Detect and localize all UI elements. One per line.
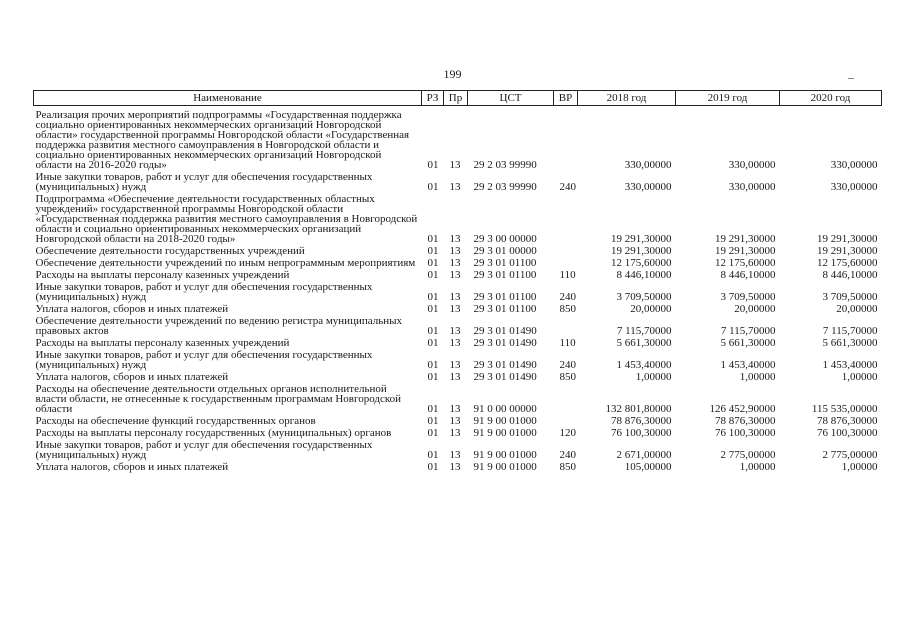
table-row <box>34 194 882 246</box>
cell-pr: 13 <box>449 337 461 349</box>
header-rz: РЗ <box>422 91 444 106</box>
table-header-row <box>34 91 882 106</box>
cell-pr: 13 <box>449 245 461 257</box>
cell-name: Уплата налогов, сборов и иных платежей <box>35 303 229 315</box>
cell-rz: 01 <box>427 427 439 439</box>
cell-cst: 29 3 01 01490 <box>473 325 537 337</box>
cell-2019: 1 453,40000 <box>720 359 776 371</box>
cell-vr <box>554 106 578 173</box>
table-row <box>34 462 882 474</box>
cell-2019: 5 661,30000 <box>720 337 776 349</box>
cell-cst: 29 3 00 00000 <box>473 233 537 245</box>
cell-vr <box>554 384 578 416</box>
cell-name: Расходы на обеспечение деятельности отдельных органов исполнительной власти области, не отнесенные к государственным программам Новгородской области <box>35 383 402 415</box>
cell-pr: 13 <box>449 359 461 371</box>
cell-cst: 29 3 01 01100 <box>473 291 537 303</box>
cell-2019: 330,00000 <box>728 181 776 193</box>
cell-pr: 13 <box>449 233 461 245</box>
page-number: 199 <box>443 67 462 81</box>
cell-vr: 110 <box>559 337 576 349</box>
cell-2018: 19 291,30000 <box>611 233 672 245</box>
cell-vr: 240 <box>559 291 576 303</box>
cell-2019: 78 876,30000 <box>715 415 776 427</box>
cell-name: Подпрограмма «Обеспечение деятельности государственных областных учреждений» государственной программы Новгородской области «Государственная поддержка развития местного самоуправления в Новгородской области и социально ориентированных некоммерческих организаций Новгородской области на 2018-2020 годы» <box>35 193 418 245</box>
cell-name: Иные закупки товаров, работ и услуг для обеспечения государственных (муниципальных) нужд <box>35 439 373 461</box>
cell-2018: 3 709,50000 <box>616 291 672 303</box>
table-row <box>34 350 882 372</box>
cell-2018: 12 175,60000 <box>611 257 672 269</box>
header-2018: 2018 год <box>578 91 676 106</box>
table-row <box>34 316 882 338</box>
cell-2020: 1,00000 <box>841 371 878 383</box>
cell-cst: 29 3 01 01100 <box>473 303 537 315</box>
cell-rz: 01 <box>427 337 439 349</box>
scan-mark <box>848 78 854 79</box>
cell-2020: 20,00000 <box>836 303 878 315</box>
cell-vr: 850 <box>559 303 576 315</box>
cell-pr: 13 <box>449 257 461 269</box>
cell-2019: 76 100,30000 <box>715 427 776 439</box>
cell-2020: 78 876,30000 <box>817 415 878 427</box>
cell-vr: 850 <box>559 371 576 383</box>
cell-rz: 01 <box>427 325 439 337</box>
cell-2018: 5 661,30000 <box>616 337 672 349</box>
cell-2019: 12 175,60000 <box>715 257 776 269</box>
cell-2020: 12 175,60000 <box>817 257 878 269</box>
cell-vr: 240 <box>559 181 576 193</box>
cell-pr: 13 <box>449 415 461 427</box>
cell-name: Расходы на выплаты персоналу казенных учреждений <box>35 337 290 349</box>
cell-pr: 13 <box>449 427 461 439</box>
budget-table <box>33 90 882 474</box>
cell-2020: 76 100,30000 <box>817 427 878 439</box>
cell-vr <box>554 316 578 338</box>
cell-rz: 01 <box>427 291 439 303</box>
cell-2018: 78 876,30000 <box>611 415 672 427</box>
cell-cst: 29 3 01 00000 <box>473 245 537 257</box>
cell-cst: 29 3 01 01490 <box>473 337 537 349</box>
cell-pr: 13 <box>449 371 461 383</box>
cell-pr: 13 <box>449 159 461 171</box>
cell-cst: 29 3 01 01490 <box>473 359 537 371</box>
cell-pr: 13 <box>449 181 461 193</box>
cell-name: Иные закупки товаров, работ и услуг для обеспечения государственных (муниципальных) нужд <box>35 349 373 371</box>
cell-rz: 01 <box>427 159 439 171</box>
cell-rz: 01 <box>427 415 439 427</box>
cell-pr: 13 <box>449 291 461 303</box>
cell-vr <box>554 194 578 246</box>
cell-cst: 29 3 01 01490 <box>473 371 537 383</box>
cell-cst: 29 3 01 01100 <box>473 269 537 281</box>
cell-2018: 2 671,00000 <box>616 449 672 461</box>
cell-2018: 1 453,40000 <box>616 359 672 371</box>
header-2019: 2019 год <box>676 91 780 106</box>
cell-2020: 3 709,50000 <box>822 291 878 303</box>
cell-2020: 19 291,30000 <box>817 245 878 257</box>
table-row <box>34 282 882 304</box>
cell-2019: 20,00000 <box>734 303 776 315</box>
header-name: Наименование <box>34 91 422 106</box>
cell-rz: 01 <box>427 303 439 315</box>
cell-2019: 8 446,10000 <box>720 269 776 281</box>
cell-pr: 13 <box>449 449 461 461</box>
cell-2020: 8 446,10000 <box>822 269 878 281</box>
cell-2020: 115 535,00000 <box>811 403 878 415</box>
cell-name: Обеспечение деятельности учреждений по иным непрограммным мероприятиям <box>35 257 416 269</box>
header-pr: Пр <box>444 91 468 106</box>
cell-rz: 01 <box>427 359 439 371</box>
cell-2019: 3 709,50000 <box>720 291 776 303</box>
cell-2020: 19 291,30000 <box>817 233 878 245</box>
cell-2019: 2 775,00000 <box>720 449 776 461</box>
cell-2018: 20,00000 <box>630 303 672 315</box>
cell-vr: 850 <box>559 461 576 473</box>
cell-2020: 5 661,30000 <box>822 337 878 349</box>
cell-2019: 1,00000 <box>739 371 776 383</box>
cell-2019: 19 291,30000 <box>715 233 776 245</box>
cell-2018: 132 801,80000 <box>605 403 672 415</box>
cell-2018: 1,00000 <box>635 371 672 383</box>
cell-2018: 19 291,30000 <box>611 245 672 257</box>
cell-name: Расходы на выплаты персоналу казенных учреждений <box>35 269 290 281</box>
cell-2019: 330,00000 <box>728 159 776 171</box>
header-2020: 2020 год <box>780 91 882 106</box>
cell-vr: 120 <box>559 427 576 439</box>
cell-2018: 76 100,30000 <box>611 427 672 439</box>
cell-cst: 91 9 00 01000 <box>473 449 537 461</box>
cell-cst: 29 3 01 01100 <box>473 257 537 269</box>
table-row <box>34 384 882 416</box>
cell-rz: 01 <box>427 371 439 383</box>
cell-pr: 13 <box>449 403 461 415</box>
cell-rz: 01 <box>427 181 439 193</box>
table-row <box>34 106 882 173</box>
cell-2020: 7 115,70000 <box>822 325 878 337</box>
cell-cst: 91 0 00 00000 <box>473 403 537 415</box>
cell-name: Иные закупки товаров, работ и услуг для обеспечения государственных (муниципальных) нужд <box>35 171 373 193</box>
cell-2020: 330,00000 <box>830 181 878 193</box>
cell-2020: 2 775,00000 <box>822 449 878 461</box>
cell-rz: 01 <box>427 233 439 245</box>
cell-rz: 01 <box>427 403 439 415</box>
cell-rz: 01 <box>427 269 439 281</box>
cell-2018: 330,00000 <box>624 181 672 193</box>
cell-2018: 8 446,10000 <box>616 269 672 281</box>
cell-2019: 126 452,90000 <box>709 403 776 415</box>
cell-rz: 01 <box>427 245 439 257</box>
cell-2019: 19 291,30000 <box>715 245 776 257</box>
cell-vr <box>554 246 578 258</box>
table-row <box>34 440 882 462</box>
cell-vr: 240 <box>559 449 576 461</box>
cell-cst: 91 9 00 01000 <box>473 461 537 473</box>
cell-name: Обеспечение деятельности государственных учреждений <box>35 245 305 257</box>
cell-2018: 105,00000 <box>624 461 672 473</box>
cell-rz: 01 <box>427 257 439 269</box>
header-vr: ВР <box>554 91 578 106</box>
cell-name: Расходы на выплаты персоналу государственных (муниципальных) органов <box>35 427 392 439</box>
header-cst: ЦСТ <box>468 91 554 106</box>
cell-2019: 7 115,70000 <box>720 325 776 337</box>
cell-vr: 240 <box>559 359 576 371</box>
cell-cst: 29 2 03 99990 <box>473 159 537 171</box>
cell-rz: 01 <box>427 461 439 473</box>
cell-2019: 1,00000 <box>739 461 776 473</box>
cell-pr: 13 <box>449 325 461 337</box>
cell-name: Расходы на обеспечение функций государственных органов <box>35 415 316 427</box>
cell-pr: 13 <box>449 269 461 281</box>
cell-pr: 13 <box>449 303 461 315</box>
cell-name: Иные закупки товаров, работ и услуг для обеспечения государственных (муниципальных) нужд <box>35 281 373 303</box>
cell-2018: 7 115,70000 <box>616 325 672 337</box>
cell-2020: 1 453,40000 <box>822 359 878 371</box>
cell-2020: 330,00000 <box>830 159 878 171</box>
table-row <box>34 172 882 194</box>
cell-name: Уплата налогов, сборов и иных платежей <box>35 461 229 473</box>
cell-vr: 110 <box>559 269 576 281</box>
cell-rz: 01 <box>427 449 439 461</box>
cell-pr: 13 <box>449 461 461 473</box>
cell-cst: 91 9 00 01000 <box>473 427 537 439</box>
cell-name: Обеспечение деятельности учреждений по ведению регистра муниципальных правовых актов <box>35 315 402 337</box>
cell-cst: 29 2 03 99990 <box>473 181 537 193</box>
cell-cst: 91 9 00 01000 <box>473 415 537 427</box>
cell-name: Реализация прочих мероприятий подпрограммы «Государственная поддержка социально ориентированных некоммерческих организаций Новгородской области» государственной программы Новгородской области «Государственная поддержка развития местного самоуправления в Новгородской области и социально ориентированных некоммерческих организаций Новгородской области на 2016-2020 годы» <box>35 109 410 171</box>
cell-2020: 1,00000 <box>841 461 878 473</box>
cell-2018: 330,00000 <box>624 159 672 171</box>
cell-name: Уплата налогов, сборов и иных платежей <box>35 371 229 383</box>
